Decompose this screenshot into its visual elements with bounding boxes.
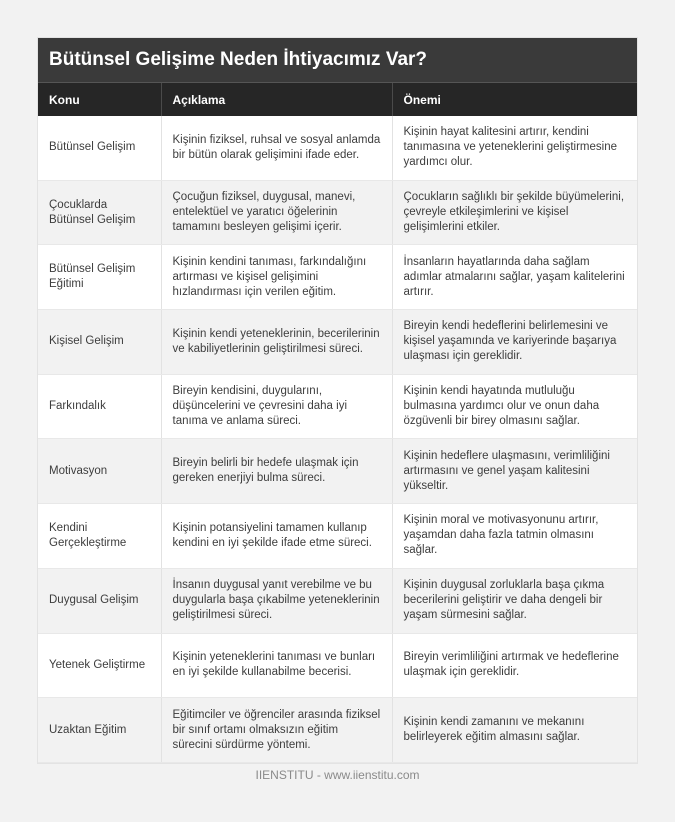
cell-importance: Kişinin moral ve motivasyonunu artırır, yaşamdan daha fazla tatmin olmasını sağlar.	[392, 504, 637, 569]
page-title: Bütünsel Gelişime Neden İhtiyacımız Var?	[49, 49, 428, 70]
cell-importance: Kişinin hayat kalitesini artırır, kendini tanımasına ve yeteneklerini geliştirmesine yardımcı olur.	[392, 116, 637, 180]
table-row	[38, 568, 637, 633]
table-row	[38, 180, 637, 245]
cell-description: Bireyin belirli bir hedefe ulaşmak için gereken enerjiyi bulma süreci.	[161, 439, 392, 504]
header-row	[38, 83, 637, 116]
data-table	[38, 83, 637, 763]
cell-importance: Kişinin duygusal zorluklarla başa çıkma becerilerini geliştirir ve daha dengeli bir yaşam sürmesini sağlar.	[392, 568, 637, 633]
cell-importance: Bireyin kendi hedeflerini belirlemesini ve kişisel yaşamında ve kariyerinde başarıya ulaşması için gereklidir.	[392, 310, 637, 375]
cell-topic: Çocuklarda Bütünsel Gelişim	[38, 180, 161, 245]
cell-importance: İnsanların hayatlarında daha sağlam adımlar atmalarını sağlar, yaşam kalitelerini artırır.	[392, 245, 637, 310]
cell-importance: Kişinin kendi zamanını ve mekanını belirleyerek eğitim almasını sağlar.	[392, 698, 637, 763]
cell-topic: Duygusal Gelişim	[38, 568, 161, 633]
cell-topic: Motivasyon	[38, 439, 161, 504]
table-row	[38, 310, 637, 375]
cell-description: Çocuğun fiziksel, duygusal, manevi, entelektüel ve yaratıcı öğelerinin tamamını besleyen gelişimi içerir.	[161, 180, 392, 245]
cell-importance: Çocukların sağlıklı bir şekilde büyümelerini, çevreyle etkileşimlerini ve kişisel gelişimlerini etkiler.	[392, 180, 637, 245]
cell-topic: Bütünsel Gelişim	[38, 116, 161, 180]
cell-description: Kişinin kendini tanıması, farkındalığını artırması ve kişisel gelişimini hızlandırması için verilen eğitim.	[161, 245, 392, 310]
column-header-aciklama: Açıklama	[161, 83, 392, 116]
table-card	[38, 38, 637, 763]
cell-importance: Kişinin kendi hayatında mutluluğu bulmasına yardımcı olur ve onun daha özgüvenli bir birey olmasını sağlar.	[392, 374, 637, 439]
cell-topic: Uzaktan Eğitim	[38, 698, 161, 763]
table-row	[38, 245, 637, 310]
table-row	[38, 116, 637, 180]
cell-topic: Kişisel Gelişim	[38, 310, 161, 375]
cell-topic: Bütünsel Gelişim Eğitimi	[38, 245, 161, 310]
table-row	[38, 504, 637, 569]
cell-description: Eğitimciler ve öğrenciler arasında fiziksel bir sınıf ortamı olmaksızın eğitim sürecini sürdürme yöntemi.	[161, 698, 392, 763]
column-header-konu: Konu	[38, 83, 161, 116]
cell-description: Kişinin fiziksel, ruhsal ve sosyal anlamda bir bütün olarak gelişimini ifade eder.	[161, 116, 392, 180]
cell-topic: Kendini Gerçekleştirme	[38, 504, 161, 569]
column-header-onemi: Önemi	[392, 83, 637, 116]
cell-description: Kişinin kendi yeteneklerinin, becerilerinin ve kabiliyetlerinin geliştirilmesi süreci.	[161, 310, 392, 375]
cell-topic: Farkındalık	[38, 374, 161, 439]
table-row	[38, 698, 637, 763]
cell-description: Kişinin potansiyelini tamamen kullanıp kendini en iyi şekilde ifade etme süreci.	[161, 504, 392, 569]
cell-description: Kişinin yeteneklerini tanıması ve bunları en iyi şekilde kullanabilme becerisi.	[161, 633, 392, 698]
table-row	[38, 439, 637, 504]
table-row	[38, 374, 637, 439]
footer-credit: IIENSTITU - www.iienstitu.com	[255, 768, 420, 782]
cell-importance: Kişinin hedeflere ulaşmasını, verimliliğini artırmasını ve genel yaşam kalitesini yükseltir.	[392, 439, 637, 504]
title-bar	[38, 38, 637, 83]
cell-topic: Yetenek Geliştirme	[38, 633, 161, 698]
table-row	[38, 633, 637, 698]
cell-importance: Bireyin verimliliğini artırmak ve hedeflerine ulaşmak için gereklidir.	[392, 633, 637, 698]
cell-description: İnsanın duygusal yanıt verebilme ve bu duygularla başa çıkabilme yeteneklerinin geliştirilmesi süreci.	[161, 568, 392, 633]
cell-description: Bireyin kendisini, duygularını, düşüncelerini ve çevresini daha iyi tanıma ve anlama süreci.	[161, 374, 392, 439]
